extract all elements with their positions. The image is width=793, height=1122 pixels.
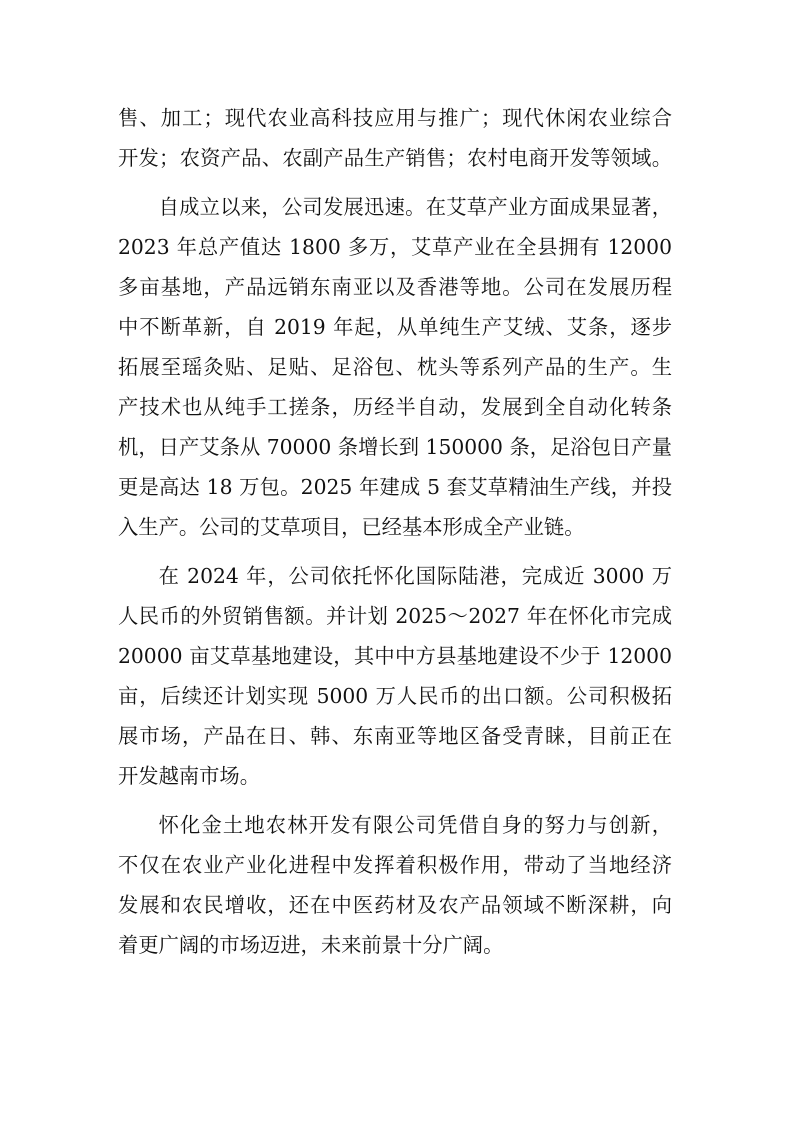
text-line: 开发越南市场。 — [118, 764, 260, 788]
paragraph-3 — [118, 556, 672, 796]
paragraph-2 — [118, 187, 672, 547]
text-line: 产技术也从纯手工搓条，历经半自动，发展到全自动化转条 — [118, 395, 672, 419]
text-line: 怀化金土地农林开发有限公司凭借自身的努力与创新， — [158, 813, 672, 837]
text-line: 在 2024 年，公司依托怀化国际陆港，完成近 3000 万 — [158, 564, 672, 588]
text-line: 多亩基地，产品远销东南亚以及香港等地。公司在发展历程 — [118, 275, 672, 299]
document-body — [118, 98, 672, 974]
text-line: 发展和农民增收，还在中医药材及农产品领域不断深耕，向 — [118, 893, 672, 917]
text-line: 亩，后续还计划实现 5000 万人民币的出口额。公司积极拓 — [118, 684, 672, 708]
text-line: 机，日产艾条从 70000 条增长到 150000 条，足浴包日产量 — [118, 435, 672, 459]
text-line: 更是高达 18 万包。2025 年建成 5 套艾草精油生产线，并投 — [118, 475, 672, 499]
text-line: 自成立以来，公司发展迅速。在艾草产业方面成果显著， — [158, 195, 672, 219]
text-line: 2023 年总产值达 1800 多万，艾草产业在全县拥有 12000 — [118, 235, 672, 259]
text-line: 人民币的外贸销售额。并计划 2025～2027 年在怀化市完成 — [118, 604, 672, 628]
text-line: 开发；农资产品、农副产品生产销售；农村电商开发等领域。 — [118, 146, 672, 170]
text-line: 中不断革新，自 2019 年起，从单纯生产艾绒、艾条，逐步 — [118, 315, 672, 339]
text-line: 拓展至瑶灸贴、足贴、足浴包、枕头等系列产品的生产。生 — [118, 355, 672, 379]
paragraph-1 — [118, 98, 672, 178]
text-line: 售、加工；现代农业高科技应用与推广；现代休闲农业综合 — [118, 106, 672, 130]
text-line: 着更广阔的市场迈进，未来前景十分广阔。 — [118, 933, 504, 957]
paragraph-4 — [118, 805, 672, 965]
text-line: 展市场，产品在日、韩、东南亚等地区备受青睐，目前正在 — [118, 724, 672, 748]
text-line: 不仅在农业产业化进程中发挥着积极作用，带动了当地经济 — [118, 853, 672, 877]
text-line: 入生产。公司的艾草项目，已经基本形成全产业链。 — [118, 515, 585, 539]
text-line: 20000 亩艾草基地建设，其中中方县基地建设不少于 12000 — [118, 644, 672, 668]
